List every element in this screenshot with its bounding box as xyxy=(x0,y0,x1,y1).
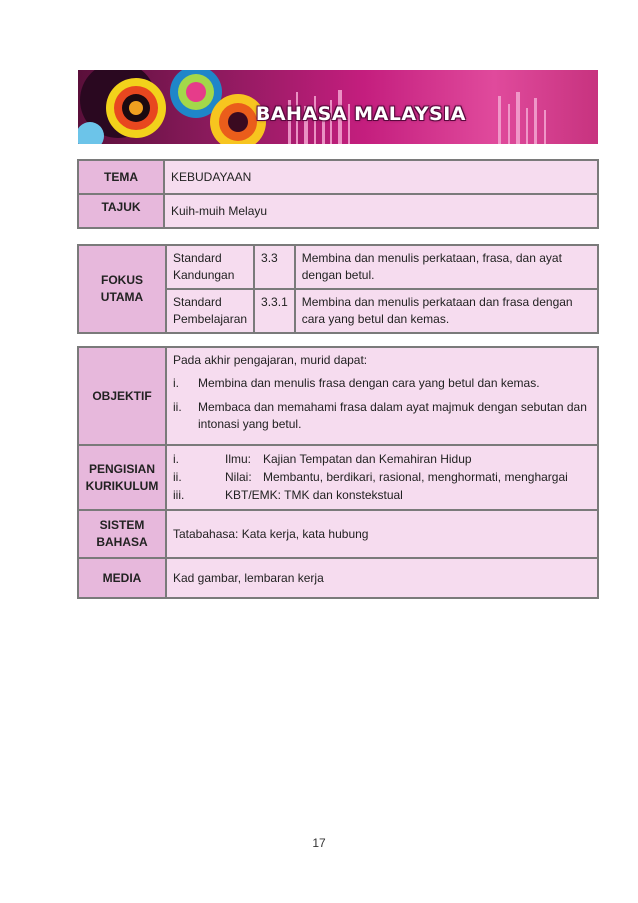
tajuk-label: TAJUK xyxy=(78,194,164,228)
list-item: ii. Membaca dan memahami frasa dalam ayat majmuk dengan sebutan dan intonasi yang betul. xyxy=(173,400,587,431)
objektif-list xyxy=(173,375,591,433)
standard-kandungan-text: Membina dan menulis perkataan, frasa, dan ayat dengan betul. xyxy=(295,245,598,289)
sistem-bahasa-label: SISTEM BAHASA xyxy=(78,510,166,558)
pengisian-label: PENGISIAN KURIKULUM xyxy=(78,445,166,510)
tema-tajuk-table xyxy=(77,159,599,229)
standard-pembelajaran-code: 3.3.1 xyxy=(254,289,295,333)
list-item: i. Membina dan menulis frasa dengan cara yang betul dan kemas. xyxy=(173,376,540,390)
standard-kandungan-label: Standard Kandungan xyxy=(166,245,254,289)
sistem-bahasa-value: Tatabahasa: Kata kerja, kata hubung xyxy=(166,510,598,558)
objektif-intro: Pada akhir pengajaran, murid dapat: xyxy=(173,353,368,367)
list-item: iii. KBT/EMK: TMK dan konstekstual xyxy=(173,488,403,502)
tema-value: KEBUDAYAAN xyxy=(164,160,598,194)
list-item: ii. Nilai: Membantu, berdikari, rasional, menghormati, menghargai xyxy=(173,470,568,484)
objektif-label: OBJEKTIF xyxy=(78,347,166,445)
list-item: i. Ilmu: Kajian Tempatan dan Kemahiran Hidup xyxy=(173,452,472,466)
tema-label: TEMA xyxy=(78,160,164,194)
banner-title: BAHASA MALAYSIA xyxy=(255,103,466,125)
objektif-content xyxy=(166,347,598,445)
fokus-utama-table xyxy=(77,244,599,334)
banner xyxy=(78,70,598,144)
standard-pembelajaran-text: Membina dan menulis perkataan dan frasa dengan cara yang betul dan kemas. xyxy=(295,289,598,333)
media-label: MEDIA xyxy=(78,558,166,598)
tajuk-value: Kuih-muih Melayu xyxy=(164,194,598,228)
details-table xyxy=(77,346,599,599)
pengisian-content xyxy=(166,445,598,510)
page-number: 17 xyxy=(312,836,326,850)
fokus-label: FOKUS UTAMA xyxy=(78,245,166,333)
standard-kandungan-code: 3.3 xyxy=(254,245,295,289)
media-value: Kad gambar, lembaran kerja xyxy=(166,558,598,598)
standard-pembelajaran-label: Standard Pembelajaran xyxy=(166,289,254,333)
